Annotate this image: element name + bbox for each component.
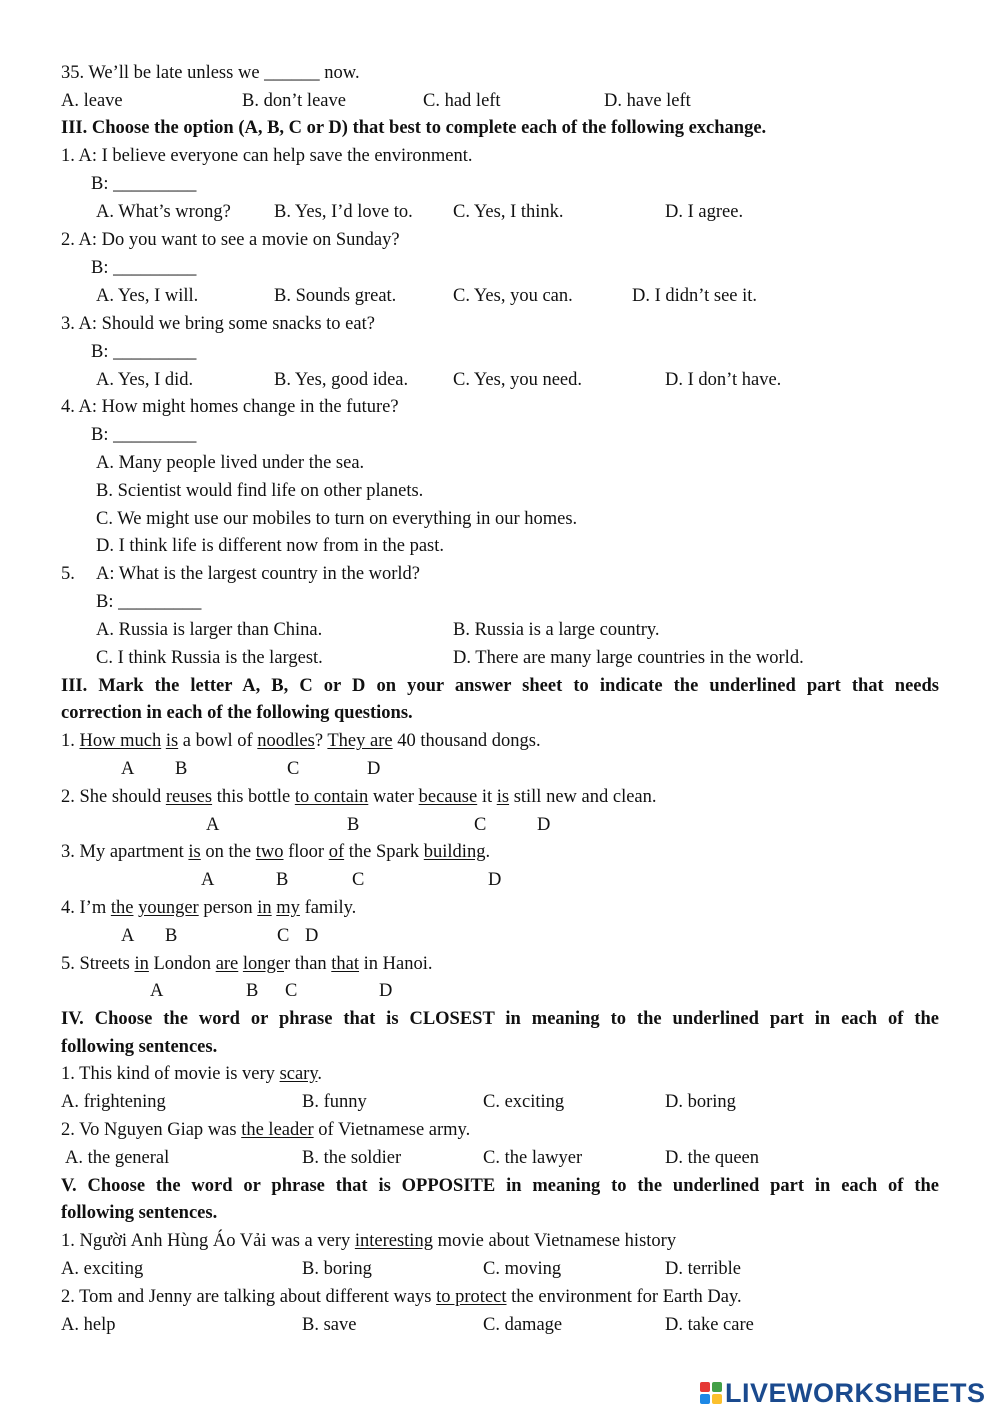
err1-sentence: 1. How much is a bowl of noodles? They are 40 thousand dongs.: [61, 731, 541, 751]
syn1-option-c: C. exciting: [483, 1092, 565, 1112]
err3-letter-a: A: [201, 870, 215, 890]
ex3-stem: 3. A: Should we bring some snacks to eat?: [61, 314, 375, 334]
q35-stem: 35. We’ll be late unless we ______ now.: [61, 63, 360, 83]
ex3-blank: B: _________: [91, 342, 197, 362]
logo-square-4: [712, 1394, 722, 1404]
ex5-number: 5.: [61, 564, 75, 584]
section-4-title-line2: following sentences.: [61, 1037, 218, 1057]
err3-sentence: 3. My apartment is on the two floor of the Spark building.: [61, 842, 491, 862]
ex5-option-c: C. I think Russia is the largest.: [96, 648, 323, 668]
ex2-option-d: D. I didn’t see it.: [632, 286, 758, 306]
q35-option-a: A. leave: [61, 91, 123, 111]
err2-letter-c: C: [474, 815, 487, 835]
err5-part-d: that: [331, 954, 360, 974]
ex2-option-a: A. Yes, I will.: [96, 286, 199, 306]
err2-sentence: 2. She should reuses this bottle to contain water because it is still new and clean.: [61, 787, 657, 807]
err4-letter-b: B: [165, 926, 178, 946]
err5-part-b: are: [215, 954, 239, 974]
err4-part-a: the: [110, 898, 134, 918]
err4-part-c: in: [257, 898, 272, 918]
err5-sentence: 5. Streets in London are longer than that in Hanoi.: [61, 954, 433, 974]
err4-part-d: my: [276, 898, 300, 918]
err3-part-a: is: [188, 842, 201, 862]
liveworksheets-logo[interactable]: [700, 1378, 986, 1408]
ant1-underlined: interesting: [354, 1231, 433, 1251]
ex1-stem: 1. A: I believe everyone can help save the environment.: [61, 146, 473, 166]
err1-part-a: How much: [79, 731, 162, 751]
syn2-underlined: the leader: [241, 1120, 314, 1140]
ex1-option-d: D. I agree.: [665, 202, 744, 222]
ant1-sentence: 1. Người Anh Hùng Áo Vải was a very interesting movie about Vietnamese history: [61, 1231, 677, 1251]
section-5-title-line1: V. Choose the word or phrase that is OPPOSITE in meaning to the underlined part in each of the: [61, 1176, 939, 1196]
section-3b-title-line1: III. Mark the letter A, B, C or D on your answer sheet to indicate the underlined part that needs: [61, 676, 939, 696]
err3-letter-d: D: [488, 870, 502, 890]
syn1-option-d: D. boring: [665, 1092, 736, 1112]
err1-letter-d: D: [367, 759, 381, 779]
err2-part-a: reuses: [165, 787, 213, 807]
err2-letter-d: D: [537, 815, 551, 835]
err4-letter-c: C: [277, 926, 290, 946]
ex5-option-d: D. There are many large countries in the world.: [453, 648, 804, 668]
q35-option-c: C. had left: [423, 91, 501, 111]
logo-icon: [700, 1382, 722, 1404]
err5-part-c: longe: [242, 954, 285, 974]
err2-letter-a: A: [206, 815, 220, 835]
err2-part-c: because: [418, 787, 478, 807]
section-5-title-line2: following sentences.: [61, 1203, 218, 1223]
err4-part-b: younger: [138, 898, 199, 918]
ex5-stem: A: What is the largest country in the world?: [96, 564, 421, 584]
ex3-option-a: A. Yes, I did.: [96, 370, 194, 390]
ex3-option-b: B. Yes, good idea.: [274, 370, 409, 390]
ex4-option-b: B. Scientist would find life on other planets.: [96, 481, 424, 501]
err2-part-d: is: [496, 787, 510, 807]
section-3b-title-line2: correction in each of the following questions.: [61, 703, 413, 723]
err3-letter-c: C: [352, 870, 365, 890]
ex1-option-c: C. Yes, I think.: [453, 202, 564, 222]
err5-letter-b: B: [246, 981, 259, 1001]
ant2-option-a: A. help: [61, 1315, 116, 1335]
syn1-option-a: A. frightening: [61, 1092, 166, 1112]
syn1-option-b: B. funny: [302, 1092, 367, 1112]
q35-option-b: B. don’t leave: [242, 91, 346, 111]
ex4-option-a: A. Many people lived under the sea.: [96, 453, 365, 473]
ex2-option-b: B. Sounds great.: [274, 286, 397, 306]
ant1-option-d: D. terrible: [665, 1259, 742, 1279]
logo-square-1: [700, 1382, 710, 1392]
ex3-option-d: D. I don’t have.: [665, 370, 782, 390]
ex2-blank: B: _________: [91, 258, 197, 278]
ex3-option-c: C. Yes, you need.: [453, 370, 582, 390]
err1-part-d: They are: [327, 731, 393, 751]
err4-letter-a: A: [121, 926, 135, 946]
err4-sentence: 4. I’m the younger person in my family.: [61, 898, 357, 918]
ant2-underlined: to protect: [436, 1287, 507, 1307]
syn2-option-a: A. the general: [65, 1148, 170, 1168]
ant1-option-b: B. boring: [302, 1259, 372, 1279]
err3-part-c: of: [328, 842, 345, 862]
ant2-option-b: B. save: [302, 1315, 357, 1335]
section-3-title: III. Choose the option (A, B, C or D) that best to complete each of the following exchange.: [61, 118, 767, 138]
err1-letter-c: C: [287, 759, 300, 779]
ex5-blank: B: _________: [96, 592, 202, 612]
syn2-sentence: 2. Vo Nguyen Giap was the leader of Vietnamese army.: [61, 1120, 471, 1140]
syn1-underlined: scary: [279, 1064, 318, 1084]
err1-part-b: is: [165, 731, 179, 751]
ex5-option-b: B. Russia is a large country.: [453, 620, 660, 640]
err3-part-b: two: [255, 842, 284, 862]
err5-letter-a: A: [150, 981, 164, 1001]
err1-letter-a: A: [121, 759, 135, 779]
ex1-option-b: B. Yes, I’d love to.: [274, 202, 413, 222]
q35-option-d: D. have left: [604, 91, 691, 111]
logo-square-2: [712, 1382, 722, 1392]
ex4-option-d: D. I think life is different now from in the past.: [96, 536, 445, 556]
ant2-option-c: C. damage: [483, 1315, 563, 1335]
logo-wordmark: LIVEWORKSHEETS: [725, 1377, 986, 1408]
syn2-option-d: D. the queen: [665, 1148, 760, 1168]
logo-square-3: [700, 1394, 710, 1404]
syn2-option-c: C. the lawyer: [483, 1148, 583, 1168]
ex4-stem: 4. A: How might homes change in the future?: [61, 397, 399, 417]
err4-letter-d: D: [305, 926, 319, 946]
err1-letter-b: B: [175, 759, 188, 779]
ant2-sentence: 2. Tom and Jenny are talking about different ways to protect the environment for Earth Day.: [61, 1287, 742, 1307]
err5-letter-c: C: [285, 981, 298, 1001]
ex1-blank: B: _________: [91, 174, 197, 194]
ant1-option-a: A. exciting: [61, 1259, 144, 1279]
ant2-option-d: D. take care: [665, 1315, 754, 1335]
err5-part-a: in: [134, 954, 149, 974]
err3-letter-b: B: [276, 870, 289, 890]
syn1-sentence: 1. This kind of movie is very scary.: [61, 1064, 323, 1084]
err2-part-b: to contain: [294, 787, 369, 807]
err5-letter-d: D: [379, 981, 393, 1001]
err1-part-c: noodles: [257, 731, 315, 751]
ex4-option-c: C. We might use our mobiles to turn on everything in our homes.: [96, 509, 578, 529]
ex4-blank: B: _________: [91, 425, 197, 445]
ex2-option-c: C. Yes, you can.: [453, 286, 573, 306]
err3-part-d: building: [423, 842, 486, 862]
ex2-stem: 2. A: Do you want to see a movie on Sunday?: [61, 230, 400, 250]
ant1-option-c: C. moving: [483, 1259, 562, 1279]
section-4-title-line1: IV. Choose the word or phrase that is CLOSEST in meaning to the underlined part in each of the: [61, 1009, 939, 1029]
syn2-option-b: B. the soldier: [302, 1148, 402, 1168]
err2-letter-b: B: [347, 815, 360, 835]
ex1-option-a: A. What’s wrong?: [96, 202, 231, 222]
ex5-option-a: A. Russia is larger than China.: [96, 620, 323, 640]
